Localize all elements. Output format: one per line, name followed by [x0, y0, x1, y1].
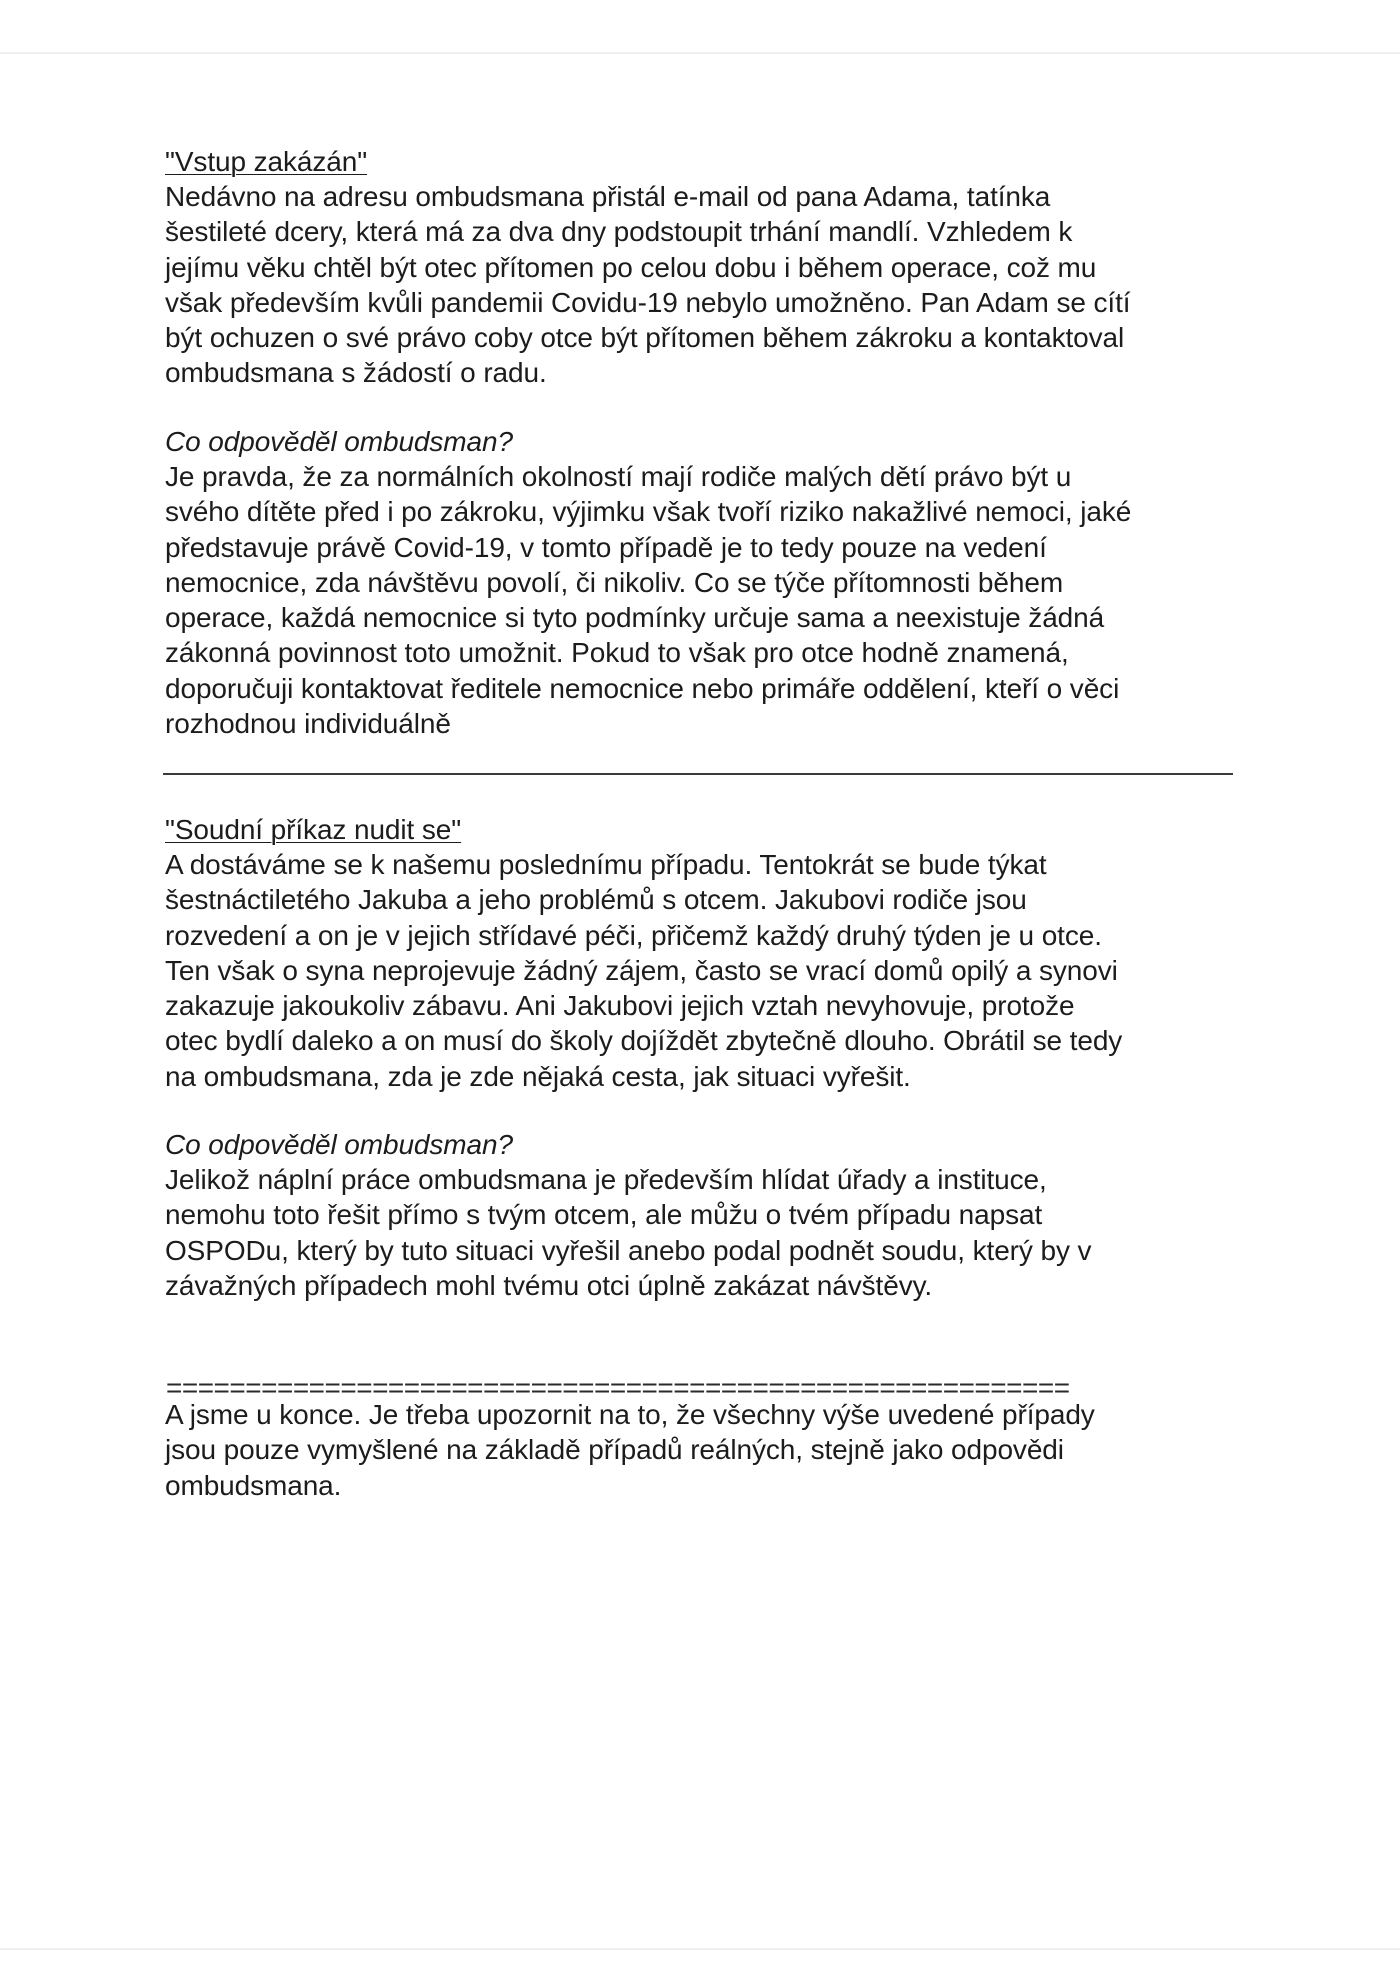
closing-line: ombudsmana.: [165, 1469, 342, 1501]
case1-body-line: šestileté dcery, která má za dva dny podstoupit trhání mandlí. Vzhledem k: [165, 216, 1073, 248]
case1-body-line: však především kvůli pandemii Covidu-19 nebylo umožněno. Pan Adam se cítí: [165, 286, 1131, 318]
case2-body-line: rozvedení a on je v jejich střídavé péči, přičemž každý druhý týden je u otce.: [165, 919, 1102, 951]
case2-answer: [165, 1162, 1245, 1303]
closing-paragraph: [165, 1397, 1245, 1503]
case1-body-line: ombudsmana s žádostí o radu.: [165, 357, 547, 389]
case2-answer-line: závažných případech mohl tvému otci úplně zakázat návštěvy.: [165, 1269, 933, 1301]
case1-answer-line: rozhodnou individuálně: [165, 708, 451, 740]
case1-answer-line: zákonná povinnost toto umožnit. Pokud to však pro otce hodně znamená,: [165, 637, 1069, 669]
equals-separator: =========================================================: [166, 1372, 1070, 1403]
case2-body: [165, 847, 1245, 1094]
case2-answer-line: Jelikož náplní práce ombudsmana je především hlídat úřady a instituce,: [165, 1164, 1047, 1195]
case2-title: "Soudní příkaz nudit se": [165, 814, 462, 845]
case2-body-line: zakazuje jakoukoliv zábavu. Ani Jakubovi jejich vztah nevyhovuje, protože: [165, 990, 1075, 1022]
case1-answer-line: Je pravda, že za normálních okolností mají rodiče malých dětí právo být u: [165, 461, 1072, 492]
section-divider: [163, 773, 1233, 775]
case1-body: [165, 179, 1245, 391]
case2-body-line: na ombudsmana, zda je zde nějaká cesta, jak situaci vyřešit.: [165, 1060, 911, 1092]
closing-line: A jsme u konce. Je třeba upozornit na to, že všechny výše uvedené případy: [165, 1399, 1095, 1430]
case2-answer-line: nemohu toto řešit přímo s tvým otcem, ale můžu o tvém případu napsat: [165, 1199, 1043, 1231]
case1-answer-line: doporučuji kontaktovat ředitele nemocnice nebo primáře oddělení, kteří o věci: [165, 672, 1120, 704]
case2-answer-line: OSPODu, který by tuto situaci vyřešil anebo podal podnět soudu, který by v: [165, 1234, 1092, 1266]
case2-question: Co odpověděl ombudsman?: [165, 1129, 513, 1160]
case2-body-line: Ten však o syna neprojevuje žádný zájem, často se vrací domů opilý a synovi: [165, 954, 1118, 986]
case1-question: Co odpověděl ombudsman?: [165, 426, 513, 457]
case1-answer: [165, 459, 1245, 741]
case1-answer-line: svého dítěte před i po zákroku, výjimku však tvoří riziko nakažlivé nemoci, jaké: [165, 496, 1132, 528]
case2-body-line: šestnáctiletého Jakuba a jeho problémů s otcem. Jakubovi rodiče jsou: [165, 884, 1027, 916]
case2-body-line: A dostáváme se k našemu poslednímu případu. Tentokrát se bude týkat: [165, 849, 1047, 880]
scan-bottom-edge: [0, 1948, 1400, 1950]
case1-answer-line: operace, každá nemocnice si tyto podmínky určuje sama a neexistuje žádná: [165, 602, 1105, 634]
scan-top-edge: [0, 52, 1400, 54]
case1-body-line: být ochuzen o své právo coby otce být přítomen během zákroku a kontaktoval: [165, 322, 1125, 354]
case1-body-line: jejímu věku chtěl být otec přítomen po celou dobu i během operace, což mu: [165, 251, 1097, 283]
case1-answer-line: nemocnice, zda návštěvu povolí, či nikoliv. Co se týče přítomnosti během: [165, 566, 1064, 598]
case1-title: "Vstup zakázán": [165, 146, 368, 177]
case1-answer-line: představuje právě Covid-19, v tomto případě je to tedy pouze na vedení: [165, 531, 1047, 563]
closing-line: jsou pouze vymyšlené na základě případů reálných, stejně jako odpovědi: [165, 1434, 1064, 1466]
case2-body-line: otec bydlí daleko a on musí do školy dojíždět zbytečně dlouho. Obrátil se tedy: [165, 1025, 1123, 1057]
case1-body-line: Nedávno na adresu ombudsmana přistál e-mail od pana Adama, tatínka: [165, 181, 1051, 212]
